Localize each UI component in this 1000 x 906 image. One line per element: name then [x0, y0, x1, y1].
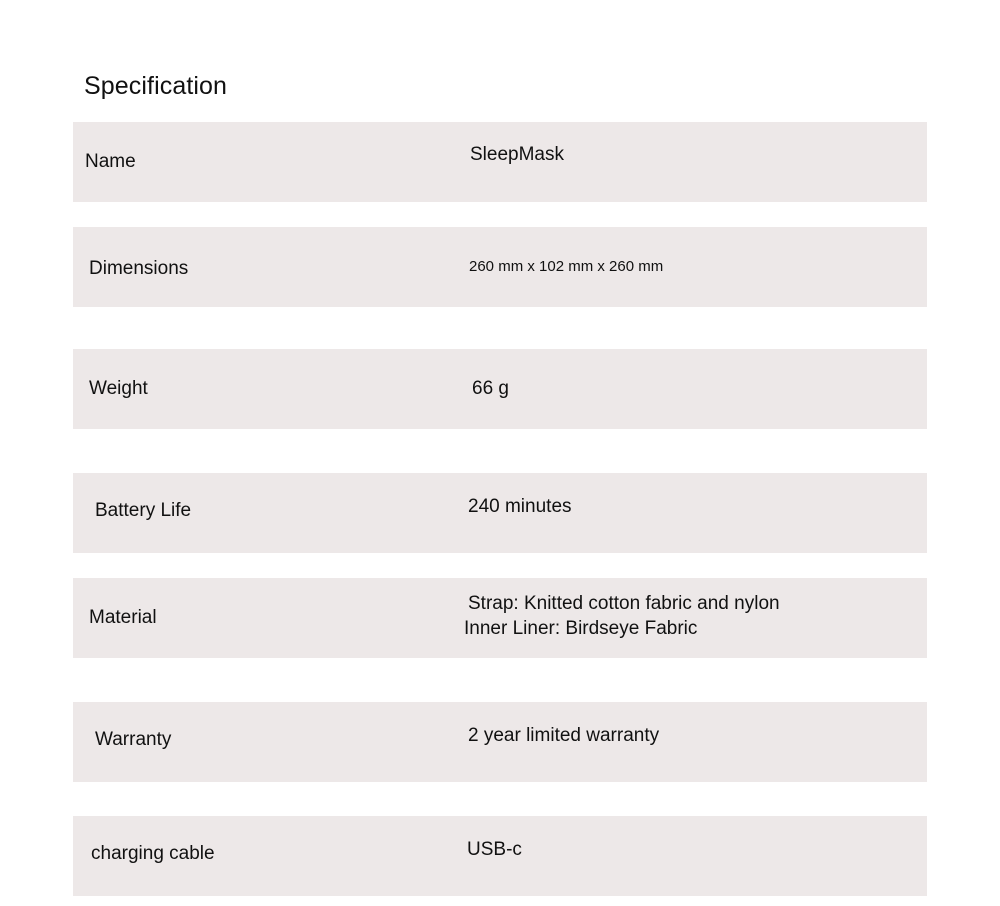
- page-title: Specification: [84, 72, 228, 100]
- spec-label-charging-cable: charging cable: [91, 843, 215, 864]
- spec-value-warranty: 2 year limited warranty: [468, 725, 660, 746]
- spec-row-weight: [73, 349, 927, 429]
- spec-row-charging-cable: [73, 816, 927, 896]
- spec-value-weight: 66 g: [472, 378, 509, 399]
- spec-value-name: SleepMask: [470, 144, 564, 165]
- spec-label-dimensions: Dimensions: [89, 258, 189, 279]
- spec-label-battery-life: Battery Life: [95, 500, 192, 521]
- spec-value-material-line-2: Inner Liner: Birdseye Fabric: [464, 618, 698, 639]
- spec-row-battery-life: [73, 473, 927, 553]
- spec-row-dimensions: [73, 227, 927, 307]
- spec-label-material: Material: [89, 607, 157, 628]
- spec-row-material: [73, 578, 927, 658]
- spec-value-charging-cable: USB-c: [467, 839, 522, 860]
- spec-value-material-line-1: Strap: Knitted cotton fabric and nylon: [468, 593, 780, 614]
- spec-row-warranty: [73, 702, 927, 782]
- spec-label-warranty: Warranty: [95, 729, 172, 750]
- spec-value-material: [464, 591, 780, 641]
- spec-value-dimensions: 260 mm x 102 mm x 260 mm: [469, 258, 664, 275]
- spec-value-battery-life: 240 minutes: [468, 496, 572, 517]
- spec-label-weight: Weight: [89, 378, 148, 399]
- spec-row-name: [73, 122, 927, 202]
- spec-label-name: Name: [85, 151, 136, 172]
